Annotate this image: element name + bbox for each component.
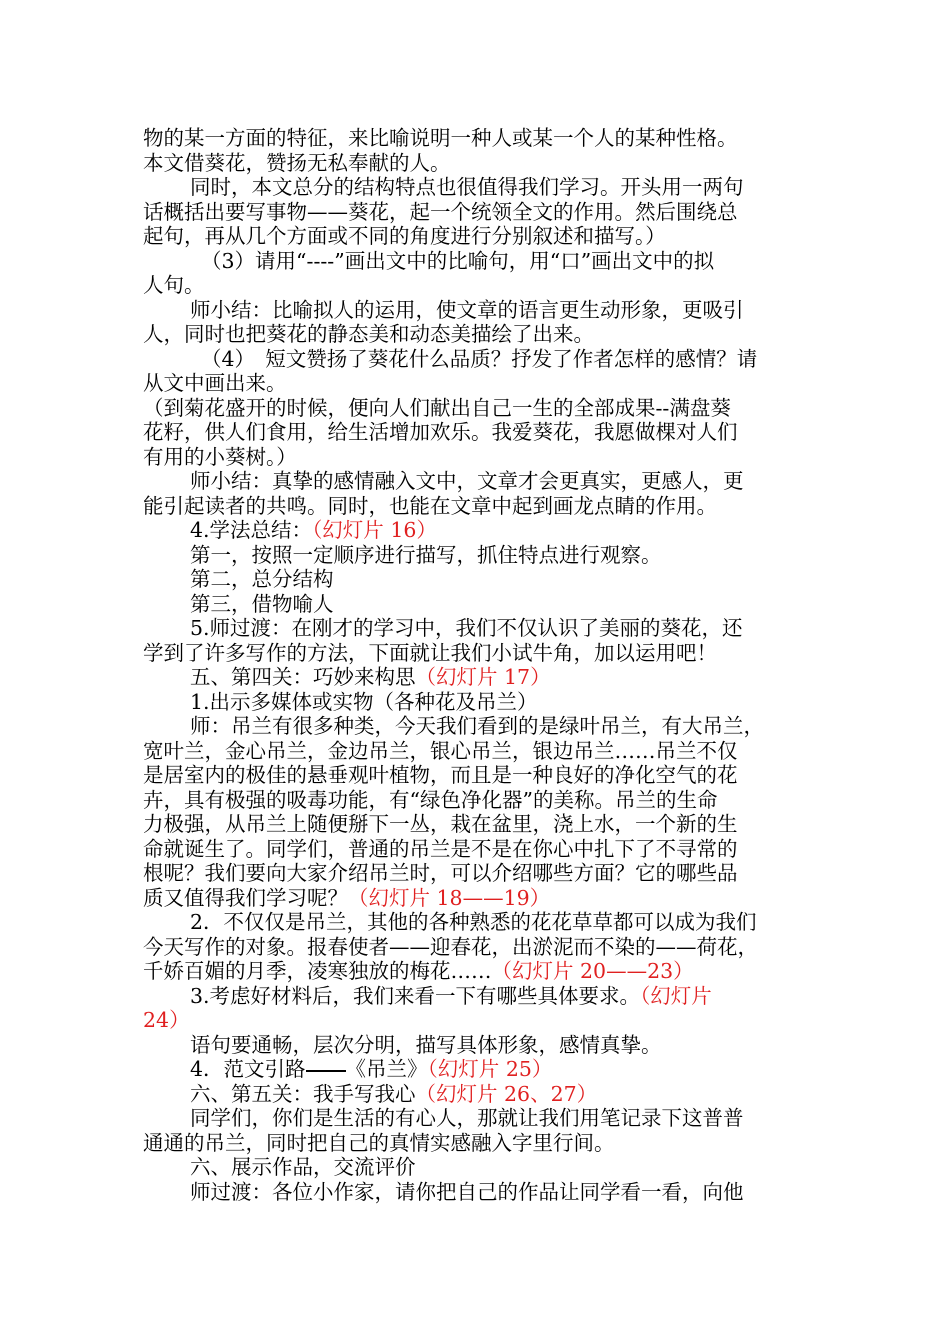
section-heading: 六、展示作品，交流评价 [190,1155,416,1179]
section-heading: 五、第四关：巧妙来构思 [190,665,416,689]
text-line: 力极强，从吊兰上随便掰下一丛，栽在盆里，浇上水，一个新的生 [143,812,738,836]
text-line: 第一，按照一定顺序进行描写，抓住特点进行观察。 [190,542,662,567]
text-line: 从文中画出来。 [143,371,287,395]
text-segment: 千娇百媚的月季，凌寒独放的梅花…… [143,959,492,983]
text-line [143,886,813,911]
text-line: 花籽，供人们食用，给生活增加欢乐。我爱葵花，我愿做棵对人们 [143,420,738,444]
text-line: 第二，总分结构 [190,567,334,591]
slide-reference: （幻灯片 25） [427,1057,553,1081]
dash-rule [306,1070,346,1072]
text-line: 起句，再从几个方面或不同的角度进行分别叙述和描写。） [143,224,666,248]
section-heading: 4.学法总结： [190,518,313,542]
section-heading: 六、第五关：我手写我心 [190,1081,416,1106]
text-line: 人，同时也把葵花的静态美和动态美描绘了出来。 [143,322,594,346]
text-line: 通通的吊兰，同时把自己的真情实感融入字里行间。 [143,1130,615,1155]
text-line: 学到了许多写作的方法，下面就让我们小试牛角，加以运用吧！ [143,640,717,665]
text-line [143,959,813,984]
text-line: 有用的小葵树。） [143,444,297,469]
text-line [143,518,813,543]
text-line: 5.师过渡：在刚才的学习中，我们不仅认识了美丽的葵花，还 [190,616,743,640]
slide-reference: （幻灯片 26、27） [415,1081,598,1106]
text-line [143,665,813,690]
text-line: 今天写作的对象。报春使者——迎春花，出淤泥而不染的——荷花， [143,934,758,959]
text-line: （到菊花盛开的时候，便向人们献出自己一生的全部成果--满盘葵 [143,395,731,420]
text-line: 卉，具有极强的吸毒功能，有“绿色净化器”的美称。吊兰的生命 [143,787,718,812]
text-line: 师小结：真挚的感情融入文中，文章才会更真实，更感人，更 [190,469,744,493]
slide-reference: （幻灯片 16） [312,518,437,542]
text-line: （4） 短文赞扬了葵花什么品质？抒发了作者怎样的感情？请 [201,346,758,371]
text-line: 话概括出要写事物——葵花，起一个统领全文的作用。然后围绕总 [143,199,738,224]
text-line: 命就诞生了。同学们，普通的吊兰是不是在你心中扎下了不寻常的 [143,836,738,861]
text-line: （3）请用“----”画出文中的比喻句，用“口”画出文中的拟 [201,248,715,273]
text-line: 人句。 [143,273,205,297]
text-line: 2．不仅仅是吊兰，其他的各种熟悉的花花草草都可以成为我们 [190,910,757,934]
text-line: 师小结：比喻拟人的运用，使文章的语言更生动形象，更吸引 [190,297,744,322]
slide-reference: 24） [143,1008,190,1032]
text-line: 同时，本文总分的结构特点也很值得我们学习。开头用一两句 [190,175,744,199]
text-line: 语句要通畅，层次分明，描写具体形象，感情真挚。 [190,1032,662,1057]
text-line: 能引起读者的共鸣。同时，也能在文章中起到画龙点睛的作用。 [143,493,717,518]
text-line: 同学们，你们是生活的有心人，那就让我们用笔记录下这普普 [190,1106,744,1130]
slide-reference: （幻灯片 18——19） [348,885,551,910]
slide-reference: （幻灯片 [640,983,712,1008]
text-segment: 3.考虑好材料后，我们来看一下有哪些具体要求。 [190,983,641,1008]
text-line: 师过渡：各位小作家，请你把自己的作品让同学看一看，向他 [190,1179,744,1204]
text-line: 1.出示多媒体或实物（各种花及吊兰） [190,689,538,714]
text-line: 是居室内的极佳的悬垂观叶植物，而且是一种良好的净化空气的花 [143,763,738,787]
text-line: 根呢？我们要向大家介绍吊兰时，可以介绍哪些方面？它的哪些品 [143,861,738,885]
text-line: 第三，借物喻人 [190,591,334,616]
lesson-plan-text [143,126,813,1204]
text-segment: 《吊兰》 [345,1057,428,1081]
section-heading: 4．范文引路 [190,1057,306,1081]
text-line [143,984,813,1009]
text-segment: 质又值得我们学习呢？ [143,885,348,910]
slide-reference: （幻灯片 17） [415,665,551,689]
slide-reference: （幻灯片 20——23） [491,959,694,983]
text-line [143,1082,813,1107]
text-line [143,1057,813,1082]
text-line: 宽叶兰，金心吊兰，金边吊兰，银心吊兰，银边吊兰……吊兰不仅 [143,738,738,763]
text-line: 物的某一方面的特征，来比喻说明一种人或某一个人的某种性格。 [143,126,738,150]
text-line: 师：吊兰有很多种类，今天我们看到的是绿叶吊兰，有大吊兰， [190,714,764,738]
text-line: 本文借葵花，赞扬无私奉献的人。 [143,150,451,175]
